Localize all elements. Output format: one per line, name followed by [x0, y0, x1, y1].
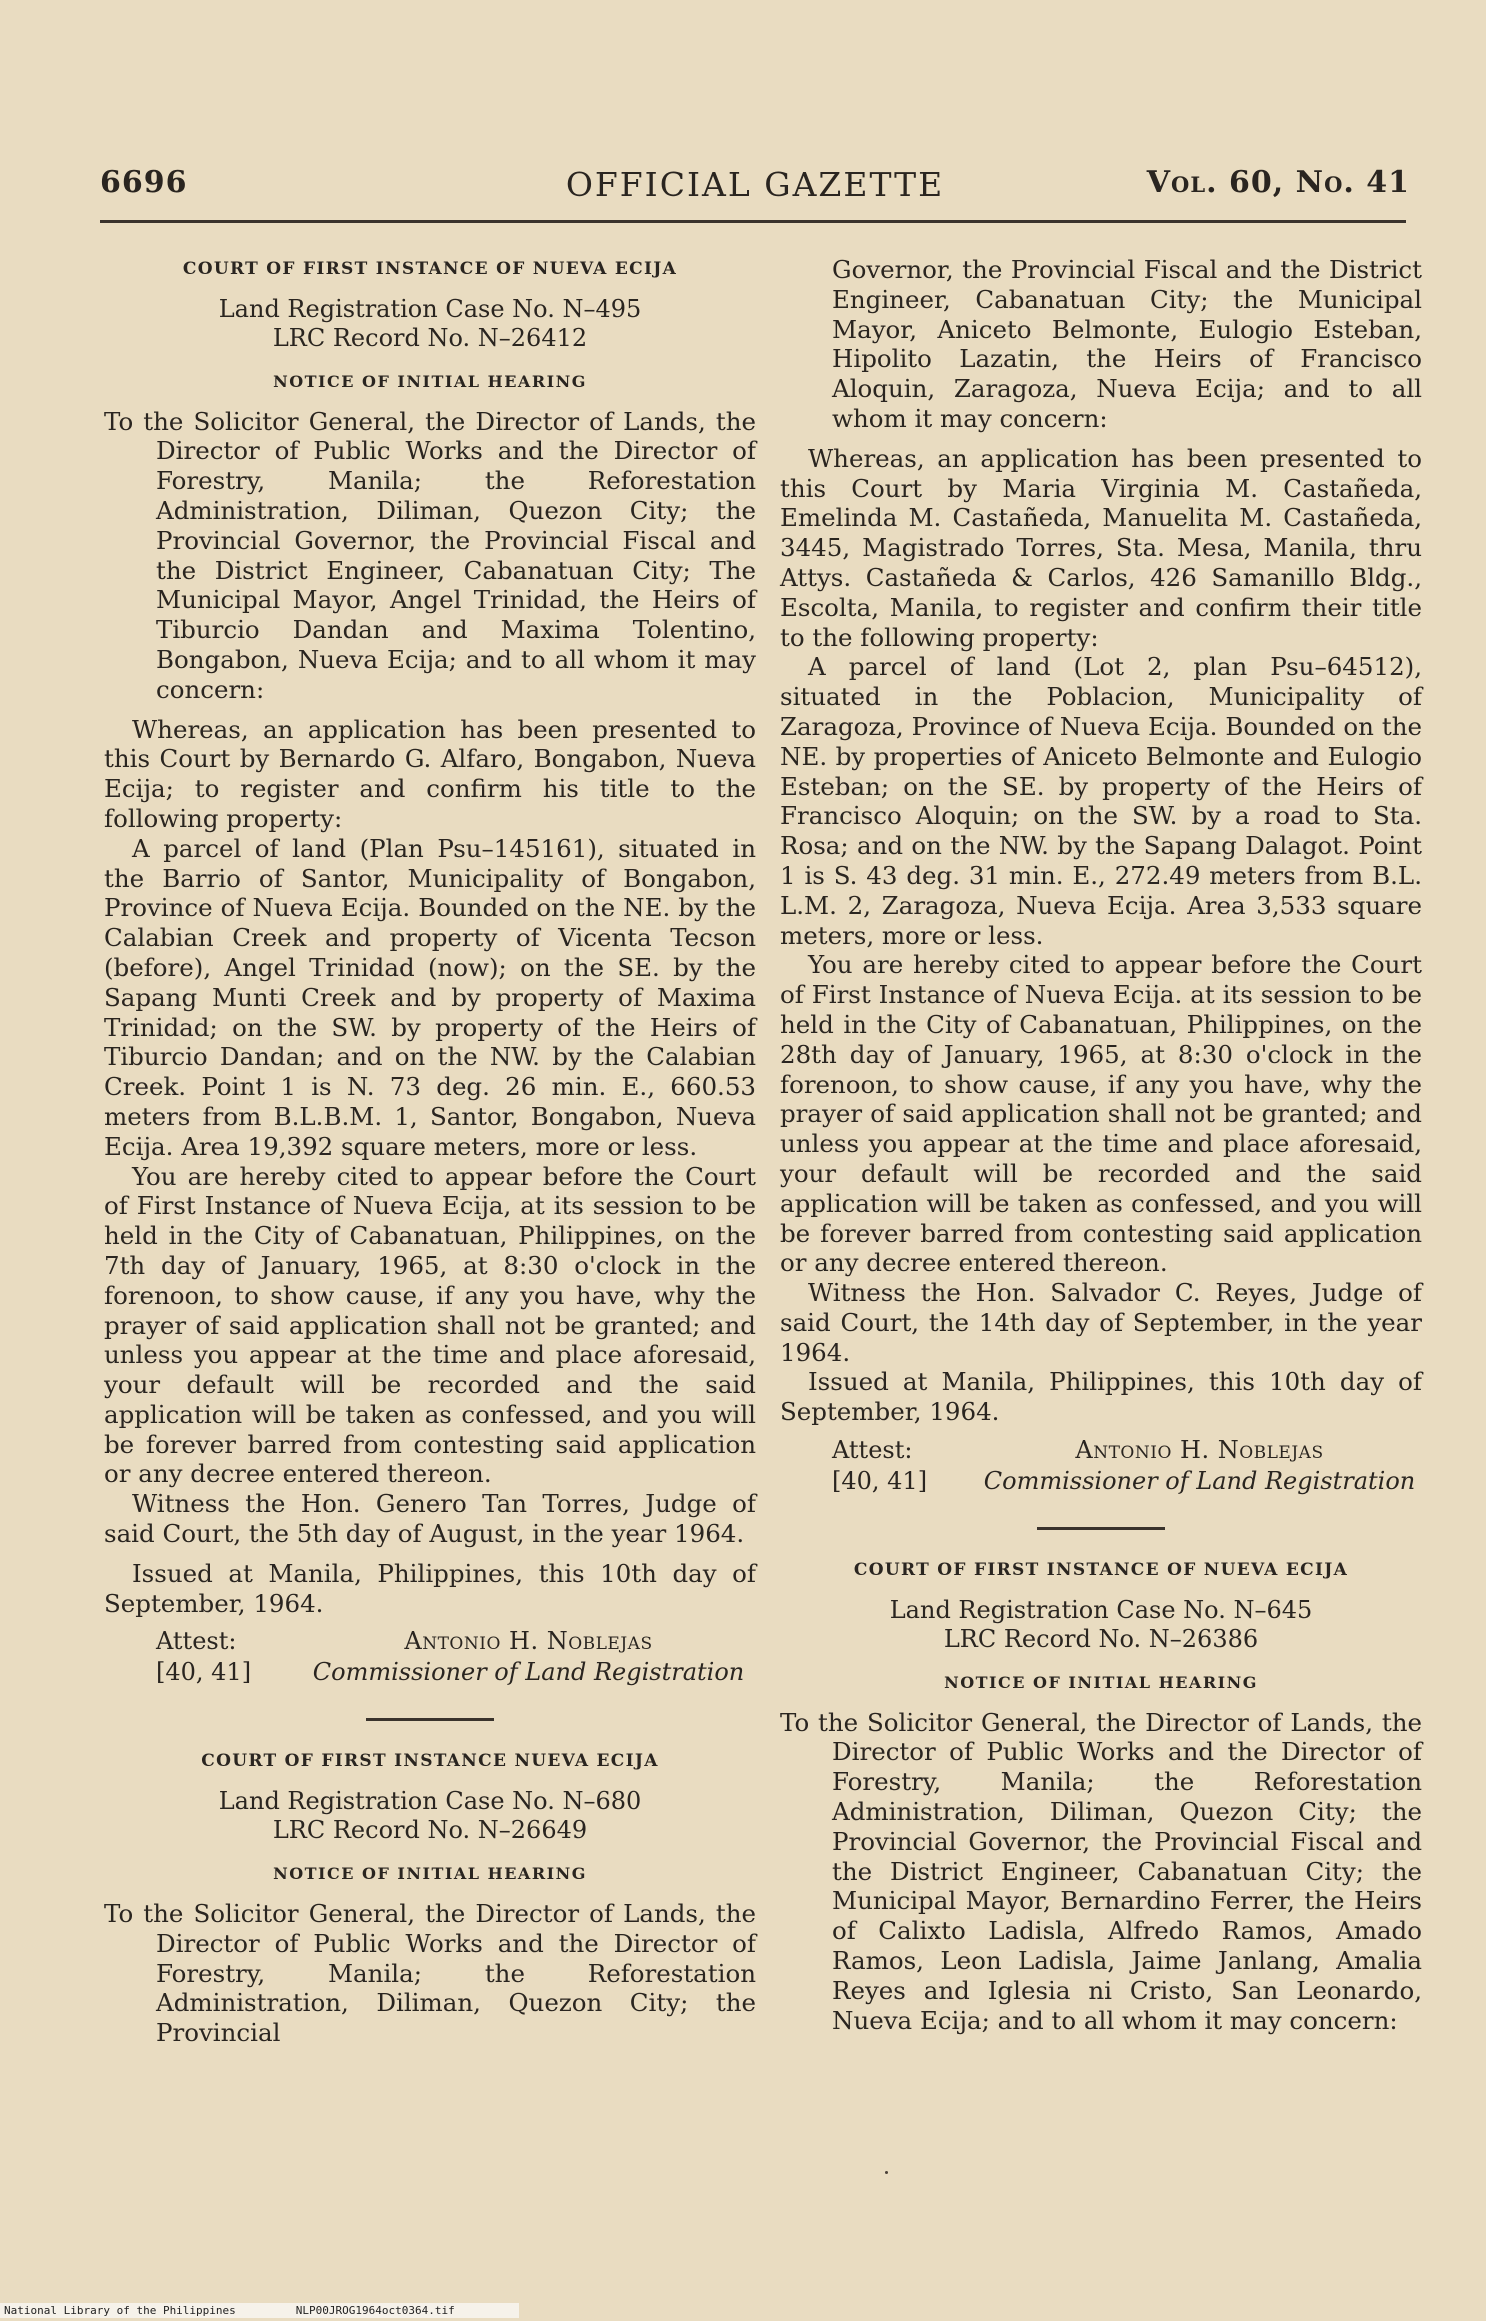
- issued-paragraph: Issued at Manila, Philippines, this 10th day of September, 1964.: [104, 1558, 756, 1618]
- signatory-name: Antonio H. Noblejas: [404, 1627, 653, 1656]
- left-column: [104, 255, 756, 2048]
- right-column: [780, 255, 1422, 2035]
- signatory-title: Commissioner of Land Registration: [983, 1467, 1416, 1496]
- issued-paragraph: Issued at Manila, Philippines, this 10th day of September, 1964.: [780, 1367, 1422, 1427]
- notice-heading: NOTICE OF INITIAL HEARING: [944, 1672, 1258, 1692]
- section-divider: [366, 1718, 494, 1721]
- attest-label: Attest:: [832, 1436, 913, 1465]
- notice-n680: [104, 1747, 756, 2048]
- gazette-title: OFFICIAL GAZETTE: [565, 165, 945, 204]
- attestation: [104, 1626, 756, 1688]
- signatory-name: Antonio H. Noblejas: [1075, 1436, 1324, 1465]
- notice-heading: NOTICE OF INITIAL HEARING: [273, 371, 587, 391]
- addressees: To the Solicitor General, the Director of Lands, the Director of Public Works and the Director of Forestry, Manila; the Reforestation Administration, Diliman, Quezon City; the Provincial Governor, the Provincial Fiscal and the District Engineer, Cabanatuan City; the Municipal Mayor, Bernardino Ferrer, the Heirs of Calixto Ladisla, Alfredo Ramos, Amado Ramos, Leon Ladisla, Jaime Janlang, Amalia Reyes and Iglesia ni Cristo, San Leonardo, Nueva Ecija; and to all whom it may concern:: [780, 1707, 1422, 2035]
- issue-reference: [40, 41]: [156, 1658, 252, 1687]
- attestation: [780, 1435, 1422, 1497]
- volume-number: Vol. 60, No. 41: [1146, 165, 1410, 200]
- signatory-title: Commissioner of Land Registration: [312, 1658, 745, 1687]
- notice-heading: NOTICE OF INITIAL HEARING: [273, 1864, 587, 1884]
- court-name: COURT OF FIRST INSTANCE NUEVA ECIJA: [201, 1751, 659, 1772]
- case-number: Land Registration Case No. N–495: [218, 294, 642, 323]
- attest-label: Attest:: [156, 1627, 237, 1656]
- lrc-record: LRC Record No. N–26649: [272, 1816, 588, 1845]
- court-name: COURT OF FIRST INSTANCE OF NUEVA ECIJA: [182, 259, 678, 279]
- witness-paragraph: Witness the Hon. Salvador C. Reyes, Judge of said Court, the 14th day of September, in the year 1964.: [780, 1278, 1422, 1367]
- issue-reference: [40, 41]: [832, 1467, 928, 1496]
- citation-paragraph: You are hereby cited to appear before the Court of First Instance of Nueva Ecija, at its session to be held in the City of Cabanatuan, Philippines, on the 7th day of January, 1965, at 8:30 o'clock in the forenoon, to show cause, if any you have, why the prayer of said application shall not be granted; and unless you appear at the time and place aforesaid, your default will be recorded and the said application will be taken as confessed, and you will be forever barred from contesting said application or any decree entered thereon.: [104, 1161, 756, 1489]
- case-number: Land Registration Case No. N–645: [889, 1595, 1313, 1624]
- lrc-record: LRC Record No. N–26412: [272, 323, 588, 352]
- header-rule: [100, 220, 1406, 223]
- whereas-paragraph: Whereas, an application has been presented to this Court by Maria Virginia M. Castañeda, Emelinda M. Castañeda, Manuelita M. Castañeda, 3445, Magistrado Torres, Sta. Mesa, Manila, thru Attys. Castañeda & Carlos, 426 Samanillo Bldg., Escolta, Manila, to register and confirm their title to the following property:: [780, 443, 1422, 652]
- addressees: To the Solicitor General, the Director of Lands, the Director of Public Works and the Director of Forestry, Manila; the Reforestation Administration, Diliman, Quezon City; the Provincial Governor, the Provincial Fiscal and the District Engineer, Cabanatuan City; The Municipal Mayor, Angel Trinidad, the Heirs of Tiburcio Dandan and Maxima Tolentino, Bongabon, Nueva Ecija; and to all whom it may concern:: [104, 406, 756, 704]
- notice-n680-continued: [780, 255, 1422, 1497]
- notice-n645: [780, 1556, 1422, 2035]
- citation-paragraph: You are hereby cited to appear before the Court of First Instance of Nueva Ecija. at its session to be held in the City of Cabanatuan, Philippines, on the 28th day of January, 1965, at 8:30 o'clock in the forenoon, to show cause, if any you have, why the prayer of said application shall not be granted; and unless you appear at the time and place aforesaid, your default will be recorded and the said application will be taken as confessed, and you will be forever barred from contesting said application or any decree entered thereon.: [780, 950, 1422, 1278]
- parcel-description: A parcel of land (Lot 2, plan Psu–64512), situated in the Poblacion, Municipality of Zaragoza, Province of Nueva Ecija. Bounded on the NE. by properties of Aniceto Belmonte and Eulogio Esteban; on the SE. by property of the Heirs of Francisco Aloquin; on the SW. by a road to Sta. Rosa; and on the NW. by the Sapang Dalagot. Point 1 is S. 43 deg. 31 min. E., 272.49 meters from B.L. L.M. 2, Zaragoza, Nueva Ecija. Area 3,533 square meters, more or less.: [780, 652, 1422, 950]
- scan-filename: NLP00JROG1964oct0364.tif: [295, 2304, 455, 2317]
- page-header: [100, 165, 1410, 215]
- section-divider: [1037, 1527, 1165, 1530]
- whereas-paragraph: Whereas, an application has been presented to this Court by Bernardo G. Alfaro, Bongabon, Nueva Ecija; to register and confirm his title to the following property:: [104, 714, 756, 833]
- court-name: COURT OF FIRST INSTANCE OF NUEVA ECIJA: [853, 1560, 1349, 1581]
- addressees: To the Solicitor General, the Director of Lands, the Director of Public Works and the Director of Forestry, Manila; the Reforestation Administration, Diliman, Quezon City; the Provincial: [104, 1899, 756, 2048]
- case-number: Land Registration Case No. N–680: [218, 1787, 642, 1816]
- notice-n495: [104, 255, 756, 1688]
- library-credit: National Library of the Philippines: [4, 2304, 236, 2317]
- addressees-continued: Governor, the Provincial Fiscal and the District Engineer, Cabanatuan City; the Municipal Mayor, Aniceto Belmonte, Eulogio Esteban, Hipolito Lazatin, the Heirs of Francisco Aloquin, Zaragoza, Nueva Ecija; and to all whom it may concern:: [832, 255, 1422, 433]
- lrc-record: LRC Record No. N–26386: [943, 1624, 1259, 1653]
- witness-paragraph: Witness the Hon. Genero Tan Torres, Judge of said Court, the 5th day of August, in the year 1964.: [104, 1489, 756, 1549]
- page-number: 6696: [100, 165, 188, 200]
- parcel-description: A parcel of land (Plan Psu–145161), situated in the Barrio of Santor, Municipality of Bongabon, Province of Nueva Ecija. Bounded on the NE. by the Calabian Creek and property of Vicenta Tecson (before), Angel Trinidad (now); on the SE. by the Sapang Munti Creek and by property of Maxima Trinidad; on the SW. by property of the Heirs of Tiburcio Dandan; and on the NW. by the Calabian Creek. Point 1 is N. 73 deg. 26 min. E., 660.53 meters from B.L.B.M. 1, Santor, Bongabon, Nueva Ecija. Area 19,392 square meters, more or less.: [104, 833, 756, 1161]
- ink-speck: [885, 2171, 888, 2174]
- scan-footer: [0, 2303, 519, 2318]
